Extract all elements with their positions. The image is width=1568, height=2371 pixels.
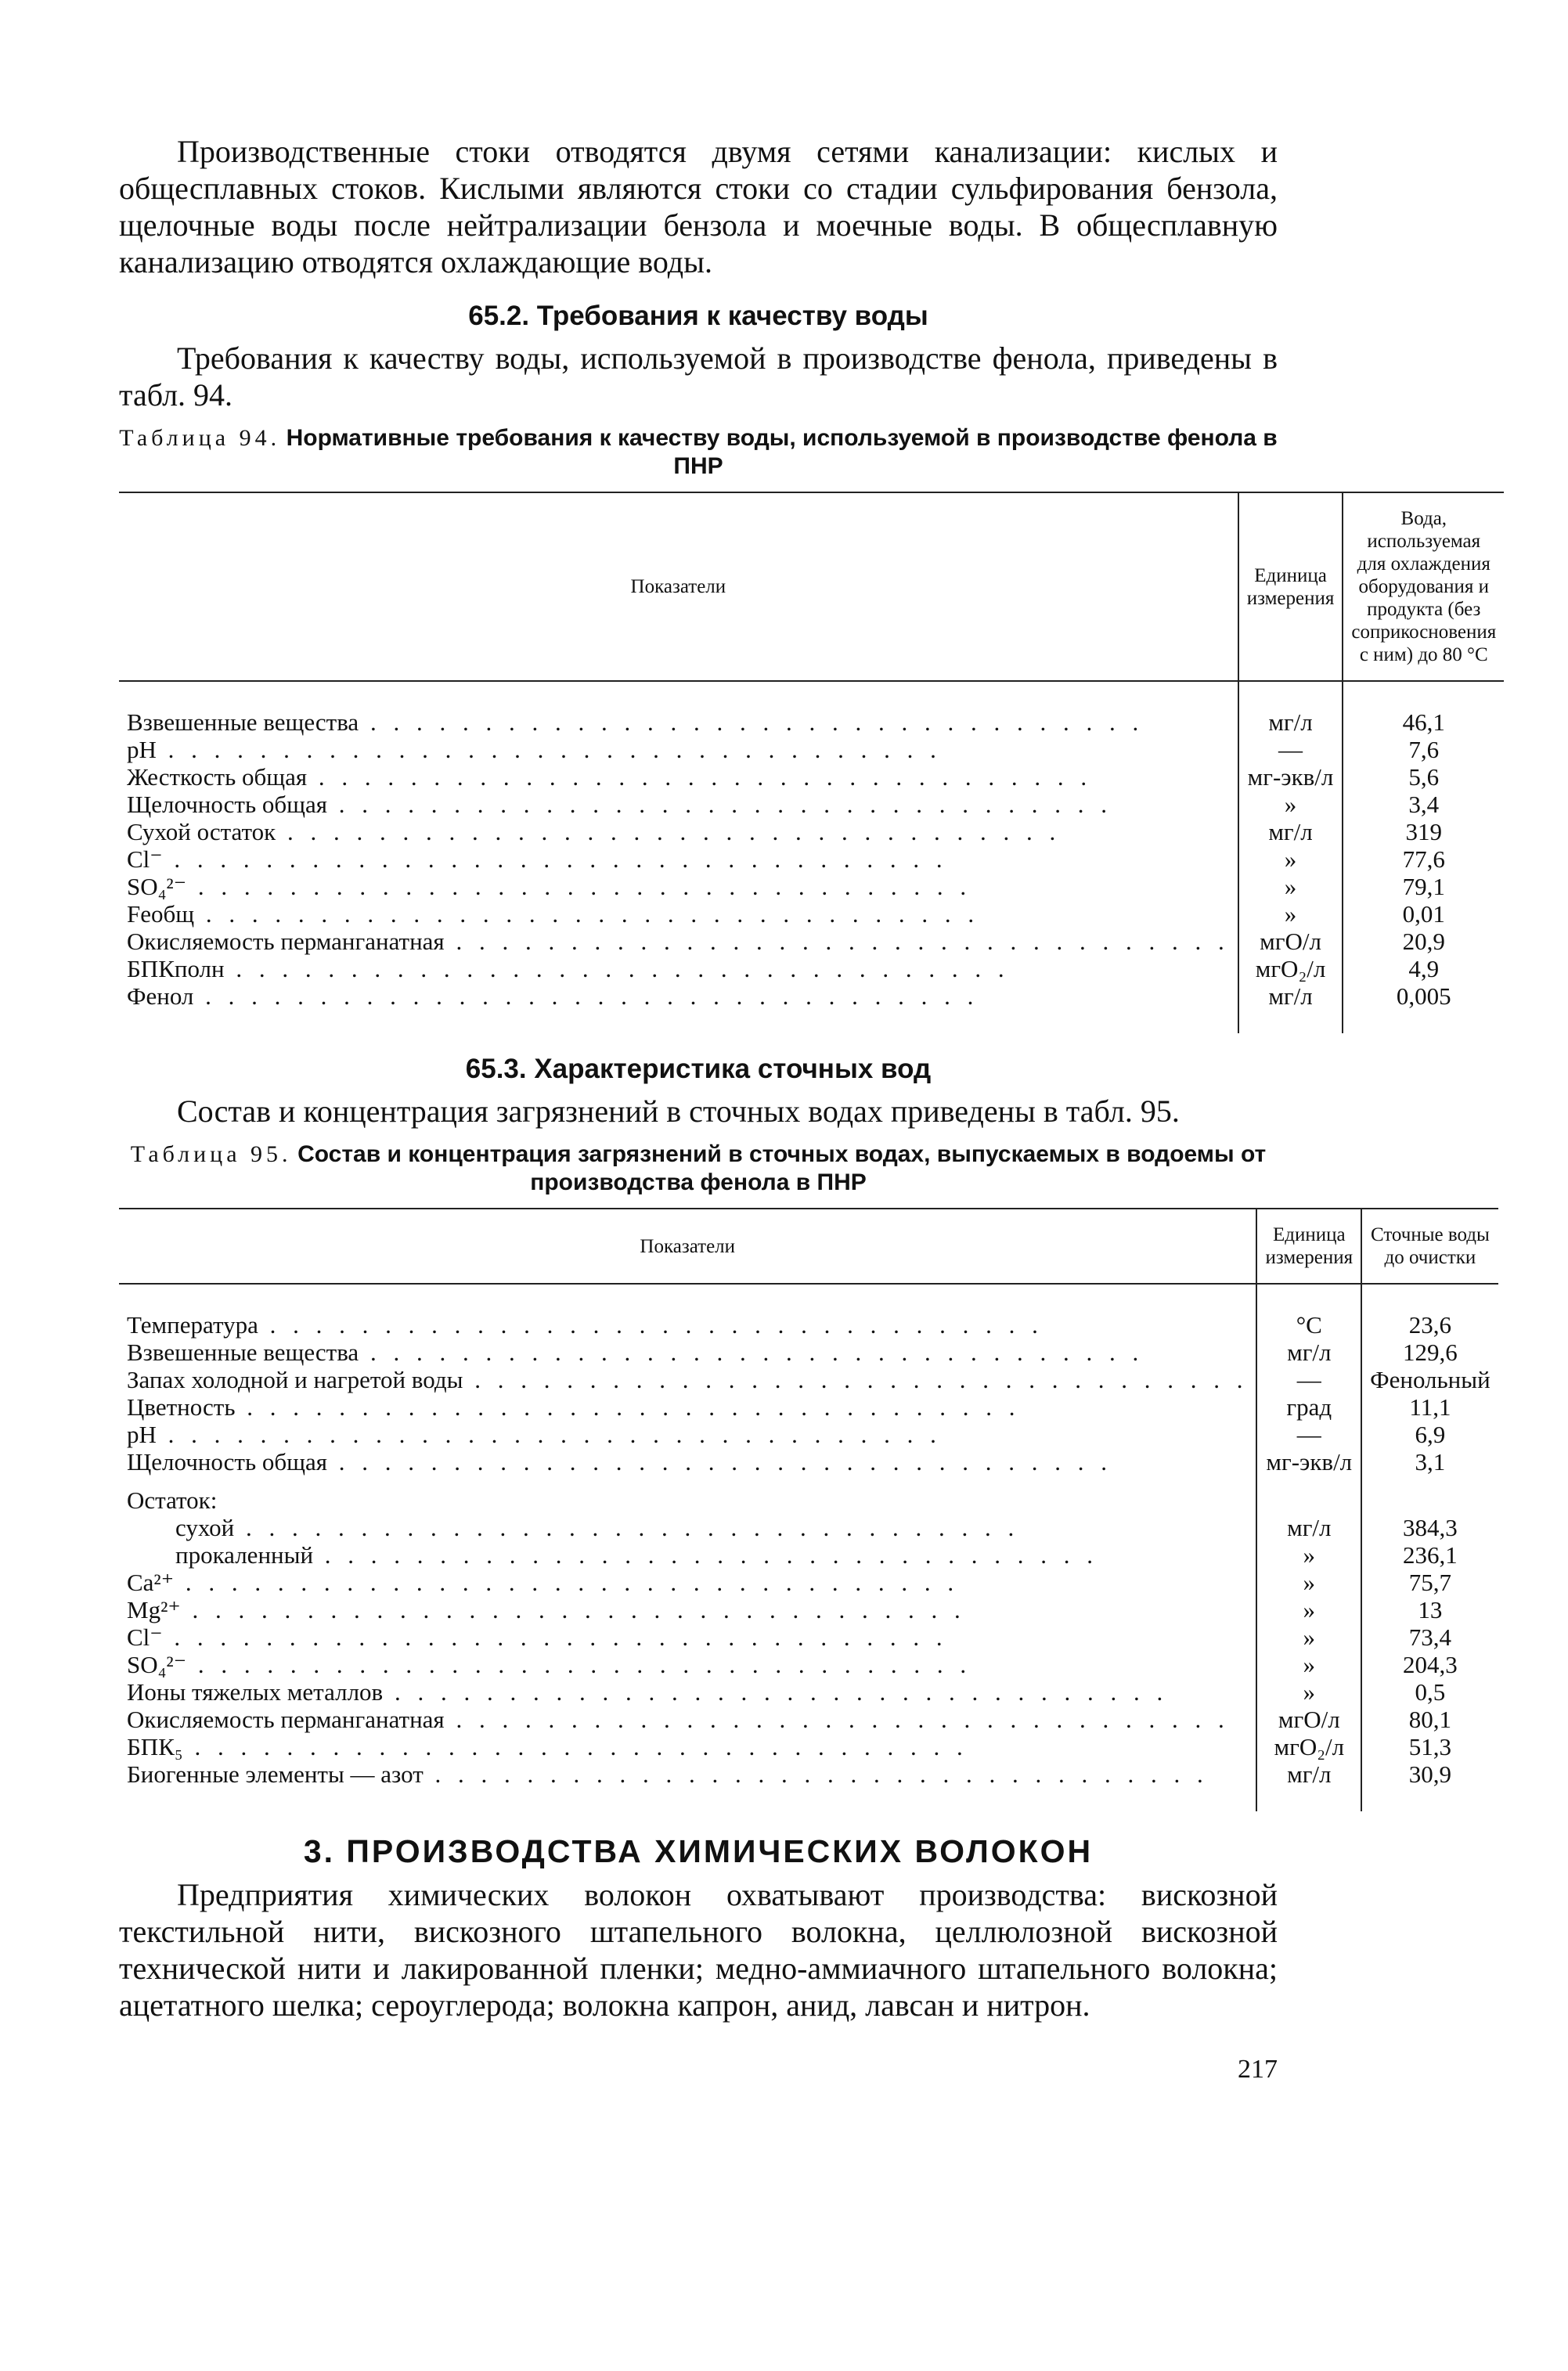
table-row <box>119 1569 1498 1596</box>
value-cell: 13 <box>1361 1596 1498 1623</box>
table-row <box>119 763 1504 791</box>
indicator-cell <box>119 1706 1256 1733</box>
unit-cell: мгO₂/л <box>1256 1733 1361 1760</box>
value-cell: 204,3 <box>1361 1651 1498 1678</box>
unit-cell: — <box>1256 1366 1361 1393</box>
book-page <box>119 133 1497 2084</box>
unit-cell: » <box>1256 1623 1361 1651</box>
chapter-3-paragraph: Предприятия химических волокон охватывают производства: вискозной текстильной нити, вискозного штапельного волокна, целлюлозной вискозной технической нити и лакированной пленки; медно-аммиачного штапельного волокна; ацетатного шелка; сероуглерода; волокна капрон, анид, лавсан и нитрон. <box>119 1877 1278 2023</box>
chapter-3-title: 3. ПРОИЗВОДСТВА ХИМИЧЕСКИХ ВОЛОКОН <box>303 1833 1094 1869</box>
value-cell: 46,1 <box>1343 708 1504 736</box>
indicator-name: SO₄²⁻ . . . <box>127 873 971 900</box>
indicator-cell <box>119 1448 1256 1476</box>
table-row <box>119 1706 1498 1733</box>
table-row <box>119 1448 1498 1476</box>
table-94-caption <box>119 424 1278 481</box>
indicator-cell <box>119 1366 1256 1393</box>
table-row <box>119 845 1504 873</box>
unit-cell: мгO₂/л <box>1238 955 1343 982</box>
unit-cell: » <box>1238 873 1343 900</box>
indicator-cell <box>119 1339 1256 1366</box>
indicator-name: Щелочность общая . . . <box>127 1448 1112 1476</box>
value-cell: 75,7 <box>1361 1569 1498 1596</box>
table-94-body <box>119 681 1504 1033</box>
group-label: Остаток: <box>127 1486 218 1514</box>
value-cell: 0,005 <box>1343 982 1504 1010</box>
table-95-header-value: Сточные воды до очистки <box>1361 1209 1498 1284</box>
indicator-name: Сухой остаток . . . <box>127 818 1061 845</box>
indicator-cell <box>119 1541 1256 1569</box>
table-row <box>119 1541 1498 1569</box>
unit-cell: » <box>1256 1678 1361 1706</box>
value-cell: 11,1 <box>1361 1393 1498 1421</box>
table-94-header-unit: Единица измерения <box>1238 492 1343 681</box>
indicator-name: Mg²⁺ . . . <box>127 1596 966 1623</box>
value-cell: 319 <box>1343 818 1504 845</box>
unit-cell: — <box>1238 736 1343 763</box>
indicator-name: БПК₅ . . . <box>127 1733 968 1760</box>
table-95-label: Таблица 95. <box>130 1141 292 1167</box>
table-95 <box>119 1208 1498 1811</box>
value-cell: 129,6 <box>1361 1339 1498 1366</box>
table-95-body <box>119 1284 1498 1811</box>
indicator-cell <box>119 900 1238 928</box>
unit-cell: » <box>1256 1651 1361 1678</box>
indicator-name: Температура . . . <box>127 1311 1044 1339</box>
unit-cell: мг-экв/л <box>1238 763 1343 791</box>
value-cell: 30,9 <box>1361 1760 1498 1788</box>
indicator-cell <box>119 1421 1256 1448</box>
indicator-name: Окисляемость перманганатная . . . <box>127 1706 1230 1733</box>
unit-cell: » <box>1256 1569 1361 1596</box>
unit-cell: — <box>1256 1421 1361 1448</box>
table-row <box>119 1393 1498 1421</box>
table-row <box>119 818 1504 845</box>
value-cell: 0,5 <box>1361 1678 1498 1706</box>
value-cell: 20,9 <box>1343 928 1504 955</box>
unit-cell: мг-экв/л <box>1256 1448 1361 1476</box>
unit-cell: » <box>1256 1541 1361 1569</box>
indicator-cell <box>119 1623 1256 1651</box>
table-94-title: Нормативные требования к качеству воды, используемой в производстве фенола в ПНР <box>286 425 1278 479</box>
table-95-header-unit: Единица измерения <box>1256 1209 1361 1284</box>
unit-cell: мг/л <box>1256 1514 1361 1541</box>
table-95-header-indicator: Показатели <box>119 1209 1256 1284</box>
value-cell: Фенольный <box>1361 1366 1498 1393</box>
intro-paragraph: Производственные стоки отводятся двумя сетями канализации: кислых и общесплавных стоков. Кислыми являются стоки со стадии сульфирования бензола, щелочные воды после нейтрализации бензола и моечные воды. В общесплавную канализацию отводятся охлаждающие воды. <box>119 134 1278 279</box>
indicator-name: Цветность . . . <box>127 1393 1020 1421</box>
indicator-cell <box>119 1569 1256 1596</box>
unit-cell: мгO/л <box>1238 928 1343 955</box>
unit-cell: » <box>1256 1596 1361 1623</box>
indicator-cell <box>119 708 1238 736</box>
table-row <box>119 982 1504 1010</box>
unit-cell: мг/л <box>1256 1760 1361 1788</box>
value-cell: 73,4 <box>1361 1623 1498 1651</box>
table-95-caption <box>119 1140 1278 1197</box>
value-cell: 4,9 <box>1343 955 1504 982</box>
indicator-cell <box>119 1311 1256 1339</box>
value-cell: 51,3 <box>1361 1733 1498 1760</box>
indicator-name: Жесткость общая . . . <box>127 763 1092 791</box>
value-cell: 6,9 <box>1361 1421 1498 1448</box>
table-95-header-row <box>119 1209 1498 1284</box>
indicator-cell <box>119 1760 1256 1788</box>
table-row <box>119 1311 1498 1339</box>
indicator-name: Ca²⁺ . . . <box>127 1569 959 1596</box>
value-cell: 3,4 <box>1343 791 1504 818</box>
indicator-name: прокаленный . . . <box>175 1541 1098 1569</box>
indicator-name: рН . . . <box>127 1421 942 1448</box>
table-row <box>119 955 1504 982</box>
value-cell: 236,1 <box>1361 1541 1498 1569</box>
indicator-name: Фенол . . . <box>127 982 979 1010</box>
indicator-cell <box>119 873 1238 900</box>
table-row <box>119 873 1504 900</box>
indicator-cell <box>119 1678 1256 1706</box>
table-row <box>119 708 1504 736</box>
indicator-name: БПКполн . . . <box>127 955 1010 982</box>
table-94-label: Таблица 94. <box>119 425 281 451</box>
table-94-header-indicator: Показатели <box>119 492 1238 681</box>
table-row <box>119 1623 1498 1651</box>
table-row <box>119 791 1504 818</box>
table-row <box>119 1339 1498 1366</box>
indicator-cell <box>119 1393 1256 1421</box>
unit-cell: °С <box>1256 1311 1361 1339</box>
indicator-cell <box>119 1651 1256 1678</box>
unit-cell: мг/л <box>1238 708 1343 736</box>
indicator-name: Биогенные элементы — азот . . . <box>127 1760 1209 1788</box>
indicator-name: Ионы тяжелых металлов . . . <box>127 1678 1168 1706</box>
section-65-2-title: 65.2. Требования к качеству воды <box>468 301 928 331</box>
indicator-cell <box>119 1514 1256 1541</box>
indicator-name: Cl⁻ . . . <box>127 1623 948 1651</box>
indicator-name: сухой . . . <box>175 1514 1019 1541</box>
table-95-title: Состав и концентрация загрязнений в сточных водах, выпускаемых в водоемы от производства фенола в ПНР <box>297 1141 1267 1195</box>
table-row <box>119 1733 1498 1760</box>
indicator-name: Щелочность общая . . . <box>127 791 1112 818</box>
indicator-cell <box>119 763 1238 791</box>
indicator-name: Окисляемость перманганатная . . . <box>127 928 1230 955</box>
table-94 <box>119 492 1504 1033</box>
section-65-2-paragraph: Требования к качеству воды, используемой в производстве фенола, приведены в табл. 94. <box>119 341 1278 413</box>
indicator-cell <box>119 1596 1256 1623</box>
value-cell: 5,6 <box>1343 763 1504 791</box>
indicator-cell <box>119 928 1238 955</box>
unit-cell: » <box>1238 900 1343 928</box>
table-row <box>119 1366 1498 1393</box>
unit-cell: мг/л <box>1238 982 1343 1010</box>
unit-cell: мгO/л <box>1256 1706 1361 1733</box>
indicator-name: Взвешенные вещества . . . <box>127 1339 1144 1366</box>
table-row <box>119 1678 1498 1706</box>
value-cell: 23,6 <box>1361 1311 1498 1339</box>
indicator-cell <box>119 982 1238 1010</box>
table-row <box>119 736 1504 763</box>
value-cell: 384,3 <box>1361 1514 1498 1541</box>
unit-cell: град <box>1256 1393 1361 1421</box>
value-cell: 77,6 <box>1343 845 1504 873</box>
value-cell: 3,1 <box>1361 1448 1498 1476</box>
section-65-3-title: 65.3. Характеристика сточных вод <box>465 1054 932 1084</box>
value-cell: 0,01 <box>1343 900 1504 928</box>
indicator-cell <box>119 736 1238 763</box>
value-cell: 7,6 <box>1343 736 1504 763</box>
table-row <box>119 1514 1498 1541</box>
table-row <box>119 928 1504 955</box>
section-65-3-paragraph: Состав и концентрация загрязнений в сточных водах приведены в табл. 95. <box>177 1094 1180 1129</box>
indicator-cell <box>119 791 1238 818</box>
table-94-header-value: Вода, используемая для охлаждения оборудования и продукта (без соприкосновения с ним) до 80 °С <box>1343 492 1504 681</box>
table-row <box>119 1421 1498 1448</box>
indicator-name: SO₄²⁻ . . . <box>127 1651 971 1678</box>
page-number: 217 <box>1238 2055 1278 2084</box>
unit-cell: » <box>1238 791 1343 818</box>
value-cell: 80,1 <box>1361 1706 1498 1733</box>
indicator-name: Запах холодной и нагретой воды . . . <box>127 1366 1248 1393</box>
indicator-cell <box>119 955 1238 982</box>
indicator-name: Взвешенные вещества . . . <box>127 708 1144 736</box>
indicator-name: рН . . . <box>127 736 942 763</box>
indicator-cell <box>119 845 1238 873</box>
unit-cell: » <box>1238 845 1343 873</box>
indicator-cell <box>119 1733 1256 1760</box>
table-row <box>119 1651 1498 1678</box>
table-row <box>119 900 1504 928</box>
indicator-cell <box>119 818 1238 845</box>
indicator-name: Feобщ . . . <box>127 900 979 928</box>
value-cell: 79,1 <box>1343 873 1504 900</box>
table-row <box>119 1760 1498 1788</box>
unit-cell: мг/л <box>1256 1339 1361 1366</box>
table-94-header-row <box>119 492 1504 681</box>
unit-cell: мг/л <box>1238 818 1343 845</box>
table-row <box>119 1596 1498 1623</box>
table-group-row <box>119 1476 1498 1514</box>
indicator-name: Cl⁻ . . . <box>127 845 948 873</box>
